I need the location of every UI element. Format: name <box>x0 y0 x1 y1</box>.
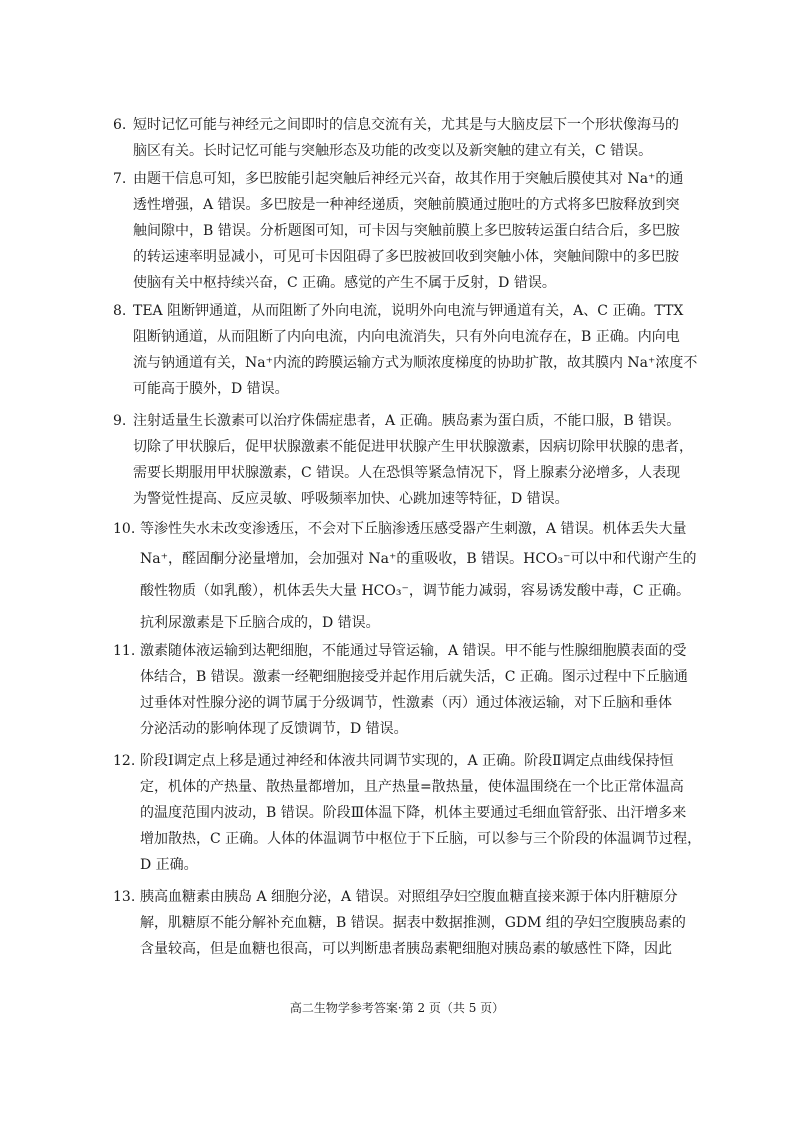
answer-number: 6. <box>113 117 127 133</box>
answer-line: 阶段Ⅰ调定点上移是通过神经和体液共同调节实现的，A 正确。阶段Ⅱ调定点曲线保持恒 <box>140 753 674 769</box>
answer-number: 10. <box>113 521 136 537</box>
answer-line: 酸性物质（如乳酸），机体丢失大量 HCO₃⁻，调节能力减弱，容易诱发酸中毒，C 正确。 <box>140 583 691 599</box>
answer-line: 等渗性失水未改变渗透压，不会对下丘脑渗透压感受器产生刺激，A 错误。机体丢失大量 <box>140 521 687 537</box>
answer-line: 为警觉性提高、反应灵敏、呼吸频率加快、心跳加速等特征，D 错误。 <box>133 491 569 507</box>
answer-number: 9. <box>113 413 127 429</box>
answer-line: 使脑有关中枢持续兴奋，C 正确。感觉的产生不属于反射，D 错误。 <box>133 275 556 291</box>
answer-line: 的转运速率明显减小，可见可卡因阻碍了多巴胺被回收到突触小体，突触间隙中的多巴胺 <box>133 249 679 265</box>
answer-line: 可能高于膜外，D 错误。 <box>133 381 289 397</box>
answer-line: 分泌活动的影响体现了反馈调节，D 错误。 <box>140 721 408 737</box>
answer-number: 11. <box>113 643 136 659</box>
answer-line: 定，机体的产热量、散热量都增加，且产热量=散热量，使体温围绕在一个比正常体温高 <box>140 779 684 795</box>
answer-line: 短时记忆可能与神经元之间即时的信息交流有关，尤其是与大脑皮层下一个形状像海马的 <box>133 117 679 133</box>
answer-line: 脑区有关。长时记忆可能与突触形态及功能的改变以及新突触的建立有关，C 错误。 <box>133 143 653 159</box>
answer-line: 阻断钠通道，从而阻断了内向电流，内向电流消失，只有外向电流存在，B 正确。内向电 <box>133 329 680 345</box>
answer-line: 切除了甲状腺后，促甲状腺激素不能促进甲状腺产生甲状腺激素，因病切除甲状腺的患者， <box>133 439 693 455</box>
answer-line: 需要长期服用甲状腺激素，C 错误。人在恐惧等紧急情况下，肾上腺素分泌增多，人表现 <box>133 465 681 481</box>
answer-line: 触间隙中，B 错误。分析题图可知，可卡因与突触前膜上多巴胺转运蛋白结合后，多巴胺 <box>133 223 680 239</box>
answer-line: 含量较高，但是血糖也很高，可以判断患者胰岛素靶细胞对胰岛素的敏感性下降，因此 <box>140 941 672 957</box>
answer-number: 12. <box>113 753 136 769</box>
answer-line: 胰高血糖素由胰岛 A 细胞分泌，A 错误。对照组孕妇空腹血糖直接来源于体内肝糖原分 <box>140 889 678 905</box>
answer-line: Na⁺，醛固酮分泌量增加，会加强对 Na⁺的重吸收，B 错误。HCO₃⁻可以中和代谢产生的 <box>140 551 697 567</box>
answer-line: 透性增强，A 错误。多巴胺是一种神经递质，突触前膜通过胞吐的方式将多巴胺释放到突 <box>133 197 680 213</box>
answer-line: 由题干信息可知，多巴胺能引起突触后神经元兴奋，故其作用于突触后膜使其对 Na⁺的通 <box>133 171 684 187</box>
answer-line: 过垂体对性腺分泌的调节属于分级调节，性激素（丙）通过体液运输，对下丘脑和垂体 <box>140 695 672 711</box>
answer-number: 7. <box>113 171 127 187</box>
answer-line: 抗利尿激素是下丘脑合成的，D 错误。 <box>140 615 380 631</box>
answer-line: 注射适量生长激素可以治疗侏儒症患者，A 正确。胰岛素为蛋白质，不能口服，B 错误。 <box>133 413 681 429</box>
answer-line: 增加散热，C 正确。人体的体温调节中枢位于下丘脑，可以参与三个阶段的体温调节过程， <box>140 831 702 847</box>
answer-line: D 正确。 <box>140 857 198 873</box>
page-footer: 高二生物学参考答案·第 2 页（共 5 页） <box>289 1001 505 1015</box>
answer-line: 解，肌糖原不能分解补充血糖，B 错误。据表中数据推测，GDM 组的孕妇空腹胰岛素的 <box>140 915 686 931</box>
answer-line: 体结合，B 错误。激素一经靶细胞接受并起作用后就失活，C 正确。图示过程中下丘脑通 <box>140 669 688 685</box>
answer-number: 13. <box>113 889 136 905</box>
answer-line: 的温度范围内波动，B 错误。阶段Ⅲ体温下降，机体主要通过毛细血管舒张、出汗增多来 <box>140 805 687 821</box>
answer-number: 8. <box>113 303 127 319</box>
answer-line: 流与钠通道有关，Na⁺内流的跨膜运输方式为顺浓度梯度的协助扩散，故其膜内 Na⁺浓度不 <box>133 355 698 371</box>
answer-line: TEA 阻断钾通道，从而阻断了外向电流，说明外向电流与钾通道有关，A、C 正确。TTX <box>133 303 684 319</box>
answer-line: 激素随体液运输到达靶细胞，不能通过导管运输，A 错误。甲不能与性腺细胞膜表面的受 <box>140 643 687 659</box>
